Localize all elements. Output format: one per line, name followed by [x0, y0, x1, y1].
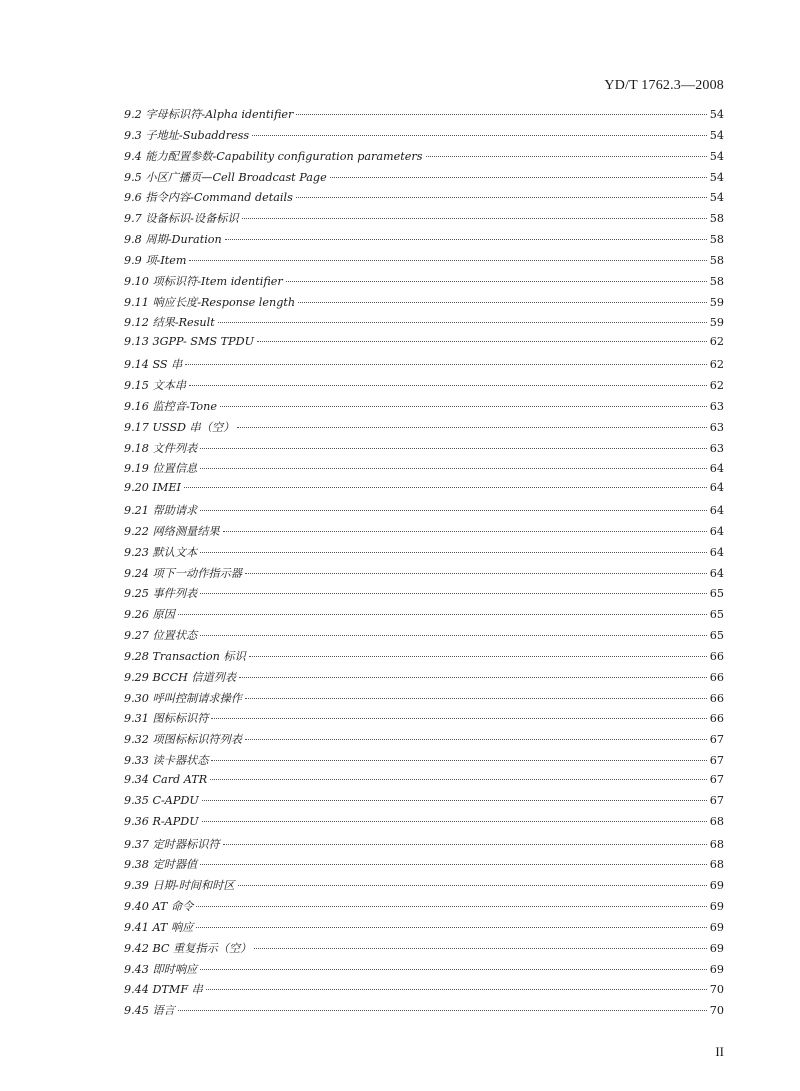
toc-entry-page: 67: [709, 733, 724, 747]
dot-leader: [257, 341, 707, 342]
toc-entry[interactable]: [124, 627, 724, 648]
dot-leader: [178, 614, 707, 615]
dot-leader: [223, 844, 707, 845]
toc-entry-page: 63: [709, 399, 724, 413]
toc-entry[interactable]: [124, 398, 724, 419]
toc-entry-page: 64: [709, 566, 724, 580]
toc-entry[interactable]: [124, 856, 724, 877]
dot-leader: [296, 114, 706, 115]
dot-leader: [206, 989, 707, 990]
dot-leader: [296, 197, 707, 198]
toc-entry-title: 9.26 原因: [124, 608, 175, 622]
toc-entry-title: 9.8 周期-Duration: [124, 233, 222, 247]
dot-leader: [218, 322, 707, 323]
toc-entry-page: 58: [709, 233, 724, 247]
toc-entry[interactable]: [124, 460, 724, 481]
toc-entry[interactable]: [124, 106, 724, 127]
dot-leader: [200, 593, 707, 594]
toc-entry-title: 9.34 Card ATR: [124, 773, 208, 786]
toc-entry-title: 9.39 日期-时间和时区: [124, 879, 235, 893]
toc-entry[interactable]: [124, 565, 724, 586]
toc-entry-title: 9.42 BC 重复指示（空）: [124, 941, 252, 955]
toc-entry-page: 54: [709, 149, 724, 163]
dot-leader: [211, 760, 706, 761]
toc-entry-page: 62: [709, 378, 724, 392]
toc-entry-title: 9.14 SS 串: [124, 358, 183, 372]
toc-entry-page: 69: [709, 879, 724, 893]
dot-leader: [426, 156, 707, 157]
toc-entry-page: 58: [709, 253, 724, 267]
toc-entry-page: 64: [709, 545, 724, 559]
toc-entry[interactable]: [124, 523, 724, 544]
toc-entry-title: 9.31 图标标识符: [124, 712, 209, 726]
dot-leader: [254, 948, 706, 949]
toc-entry-title: 9.21 帮助请求: [124, 504, 198, 518]
toc-entry[interactable]: [124, 335, 724, 356]
toc-entry-title: 9.2 字母标识符-Alpha identifier: [124, 108, 294, 121]
toc-entry-title: 9.23 默认文本: [124, 545, 198, 559]
dot-leader: [238, 885, 707, 886]
toc-entry[interactable]: [124, 648, 724, 669]
toc-entry-title: 9.43 即时响应: [124, 962, 198, 976]
toc-entry-title: 9.29 BCCH 信道列表: [124, 670, 237, 684]
toc-entry[interactable]: [124, 836, 724, 857]
toc-entry-page: 66: [709, 691, 724, 705]
toc-entry-title: 9.13 3GPP- SMS TPDU: [124, 335, 255, 349]
toc-entry-page: 67: [709, 754, 724, 768]
toc-entry[interactable]: [124, 731, 724, 752]
dot-leader: [189, 260, 706, 261]
dot-leader: [225, 239, 707, 240]
dot-leader: [189, 385, 707, 386]
toc-entry-title: 9.6 指令内容-Command details: [124, 191, 293, 205]
toc-entry-page: 63: [709, 441, 724, 455]
dot-leader: [200, 468, 707, 469]
toc-entry[interactable]: [124, 252, 724, 273]
toc-entry[interactable]: [124, 440, 724, 461]
toc-entry-page: 68: [709, 837, 724, 851]
toc-entry-page: 59: [709, 295, 724, 309]
toc-entry-page: 65: [709, 629, 724, 643]
toc-entry-title: 9.36 R-APDU: [124, 814, 199, 828]
toc-entry-page: 70: [709, 983, 724, 997]
toc-entry-title: 9.5 小区广播页—Cell Broadcast Page: [124, 170, 327, 184]
dot-leader: [223, 531, 707, 532]
toc-entry[interactable]: [124, 710, 724, 731]
toc-entry-page: 64: [709, 462, 724, 476]
toc-entry-page: 68: [709, 814, 724, 828]
toc-entry-page: 58: [709, 212, 724, 226]
toc-entry-page: 69: [709, 962, 724, 976]
toc-entry-page: 66: [709, 670, 724, 684]
toc-entry-title: 9.9 项-Item: [124, 253, 187, 267]
toc-entry[interactable]: [124, 148, 724, 169]
toc-entry-page: 62: [709, 358, 724, 372]
dot-leader: [237, 427, 706, 428]
toc-entry-page: 69: [709, 900, 724, 914]
toc-entry[interactable]: [124, 773, 724, 794]
document-id: YD/T 1762.3—2008: [604, 78, 724, 93]
toc-entry-title: 9.22 网络测量结果: [124, 524, 220, 538]
dot-leader: [185, 364, 706, 365]
toc-entry-page: 70: [709, 1004, 724, 1018]
toc-entry-title: 9.27 位置状态: [124, 629, 198, 643]
toc-entry[interactable]: [124, 169, 724, 190]
toc-entry[interactable]: [124, 127, 724, 148]
toc-entry-title: 9.16 监控音-Tone: [124, 399, 217, 413]
dot-leader: [330, 177, 707, 178]
dot-leader: [220, 406, 707, 407]
toc-entry-title: 9.35 C-APDU: [124, 793, 199, 807]
toc-entry[interactable]: [124, 419, 724, 440]
toc-entry[interactable]: [124, 544, 724, 565]
toc-entry-page: 68: [709, 858, 724, 872]
toc-entry-page: 63: [709, 420, 724, 434]
toc-entry-title: 9.24 项下一动作指示器: [124, 566, 242, 580]
toc-entry[interactable]: [124, 877, 724, 898]
toc-entry-page: 59: [709, 316, 724, 330]
toc-entry-page: 62: [709, 335, 724, 349]
toc-entry[interactable]: [124, 481, 724, 502]
dot-leader: [202, 800, 707, 801]
toc-entry-page: 69: [709, 920, 724, 934]
toc-entry[interactable]: [124, 940, 724, 961]
toc-entry[interactable]: [124, 794, 724, 815]
toc-entry-title: 9.37 定时器标识符: [124, 837, 220, 851]
dot-leader: [184, 487, 707, 488]
toc-entry-title: 9.25 事件列表: [124, 587, 198, 601]
toc-entry[interactable]: [124, 690, 724, 711]
toc-entry-title: 9.19 位置信息: [124, 462, 198, 476]
dot-leader: [200, 969, 707, 970]
toc-entry-title: 9.28 Transaction 标识: [124, 649, 246, 663]
dot-leader: [242, 218, 707, 219]
toc-entry[interactable]: [124, 919, 724, 940]
toc-entry[interactable]: [124, 815, 724, 836]
dot-leader: [196, 927, 706, 928]
toc-entry-title: 9.20 IMEI: [124, 481, 181, 495]
dot-leader: [298, 302, 707, 303]
toc-entry[interactable]: [124, 294, 724, 315]
toc-entry[interactable]: [124, 981, 724, 1002]
toc-entry-page: 69: [709, 941, 724, 955]
toc-entry-page: 67: [709, 793, 724, 807]
toc-entry[interactable]: [124, 669, 724, 690]
toc-entry-page: 66: [709, 649, 724, 663]
dot-leader: [200, 448, 707, 449]
toc-entry[interactable]: [124, 585, 724, 606]
dot-leader: [211, 718, 706, 719]
dot-leader: [210, 779, 707, 780]
dot-leader: [239, 677, 707, 678]
toc-entry[interactable]: [124, 752, 724, 773]
toc-entry-title: 9.38 定时器值: [124, 858, 198, 872]
toc-entry-title: 9.12 结果-Result: [124, 316, 215, 330]
toc-entry-page: 54: [709, 108, 724, 121]
toc-entry[interactable]: [124, 898, 724, 919]
dot-leader: [245, 739, 707, 740]
toc-entry[interactable]: [124, 606, 724, 627]
toc-entry-title: 9.45 语言: [124, 1004, 175, 1018]
page-number: II: [715, 1044, 724, 1059]
toc-entry-page: 54: [709, 128, 724, 142]
table-of-contents: [124, 106, 724, 1023]
toc-entry-title: 9.32 项图标标识符列表: [124, 733, 242, 747]
toc-entry-title: 9.30 呼叫控制请求操作: [124, 691, 242, 705]
toc-entry-title: 9.40 AT 命令: [124, 900, 194, 914]
dot-leader: [245, 698, 707, 699]
toc-entry[interactable]: [124, 210, 724, 231]
toc-entry-title: 9.33 读卡器状态: [124, 754, 209, 768]
toc-entry[interactable]: [124, 502, 724, 523]
toc-entry-title: 9.41 AT 响应: [124, 920, 194, 934]
dot-leader: [196, 906, 706, 907]
toc-entry[interactable]: [124, 231, 724, 252]
dot-leader: [249, 656, 707, 657]
toc-entry-page: 67: [709, 773, 724, 786]
toc-entry[interactable]: [124, 961, 724, 982]
toc-entry-title: 9.10 项标识符-Item identifier: [124, 274, 283, 288]
dot-leader: [200, 864, 707, 865]
toc-entry-page: 64: [709, 481, 724, 495]
dot-leader: [252, 135, 707, 136]
toc-entry[interactable]: [124, 1002, 724, 1023]
toc-entry-page: 54: [709, 191, 724, 205]
toc-entry-title: 9.3 子地址-Subaddress: [124, 128, 250, 142]
toc-entry-title: 9.4 能力配置参数-Capability configuration parameters: [124, 149, 423, 163]
dot-leader: [200, 510, 707, 511]
toc-entry-page: 64: [709, 504, 724, 518]
toc-entry-title: 9.11 响应长度-Response length: [124, 295, 296, 309]
toc-entry-title: 9.15 文本串: [124, 378, 187, 392]
dot-leader: [286, 281, 707, 282]
toc-entry[interactable]: [124, 273, 724, 294]
toc-entry-page: 65: [709, 608, 724, 622]
toc-entry-page: 58: [709, 274, 724, 288]
toc-entry[interactable]: [124, 356, 724, 377]
toc-entry-title: 9.44 DTMF 串: [124, 983, 203, 997]
toc-entry-title: 9.7 设备标识-设备标识: [124, 212, 239, 226]
dot-leader: [178, 1010, 707, 1011]
dot-leader: [202, 821, 707, 822]
toc-entry[interactable]: [124, 377, 724, 398]
toc-entry-page: 54: [709, 170, 724, 184]
toc-entry-page: 64: [709, 524, 724, 538]
toc-entry[interactable]: [124, 314, 724, 335]
toc-entry-page: 65: [709, 587, 724, 601]
toc-entry-page: 66: [709, 712, 724, 726]
toc-entry-title: 9.18 文件列表: [124, 441, 198, 455]
dot-leader: [200, 635, 707, 636]
toc-entry[interactable]: [124, 189, 724, 210]
dot-leader: [200, 552, 707, 553]
dot-leader: [245, 573, 707, 574]
toc-entry-title: 9.17 USSD 串（空）: [124, 420, 235, 434]
